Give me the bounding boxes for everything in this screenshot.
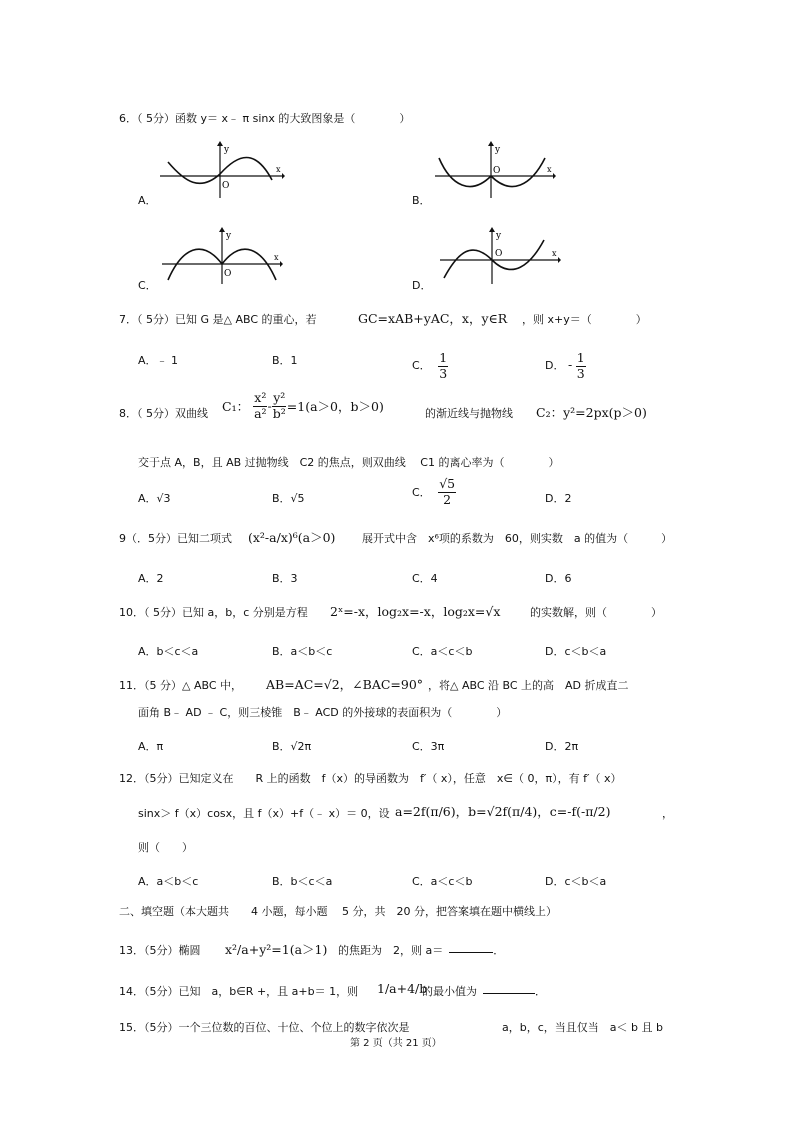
q8-option-c-denominator: 2 bbox=[443, 491, 452, 507]
q12-option-d: D．c＜b＜a bbox=[545, 875, 607, 888]
q6-graph-c-y-label: y bbox=[226, 231, 232, 241]
q6-graph-a-x-label: x bbox=[276, 165, 281, 174]
q13-answer-blank[interactable] bbox=[449, 952, 493, 953]
q8-eq-rest: =1(a＞0，b＞0) bbox=[286, 399, 384, 414]
q13-end: ． bbox=[493, 944, 505, 957]
q6-graph-a bbox=[160, 140, 285, 200]
q12-option-a: A．a＜b＜c bbox=[138, 875, 199, 888]
q6-graph-d-x-label: x bbox=[552, 249, 557, 258]
q8-option-a: A．√3 bbox=[138, 492, 171, 505]
q12-line3: 则（ ） bbox=[138, 841, 193, 854]
q11-option-c: C．3π bbox=[412, 740, 445, 753]
q11-stem-pre: 11．（5 分）△ ABC 中， bbox=[119, 679, 243, 692]
q11-option-a: A．π bbox=[138, 740, 164, 753]
q7-stem-post: ，则 x+y＝（ ） bbox=[522, 313, 647, 326]
q8-minus: - bbox=[267, 398, 272, 414]
q10-stem-post: 的实数解，则（ ） bbox=[530, 606, 662, 619]
q7-option-d-sign: - bbox=[567, 357, 573, 372]
page-footer: 第 2 页（共 21 页） bbox=[350, 1038, 442, 1049]
q10-option-b: B．a＜b＜c bbox=[272, 645, 333, 658]
q8-x-fraction bbox=[253, 392, 267, 420]
q8-y-numerator: y² bbox=[273, 390, 286, 405]
q6-option-b-letter: B． bbox=[412, 194, 431, 207]
q9-stem-post: 展开式中含 x⁶项的系数为 60，则实数 a 的值为（ ） bbox=[362, 532, 673, 545]
q12-line2-pre: sinx＞ f（x）cosx，且 f（x）+f（﹣ x）＝ 0，设 bbox=[138, 807, 390, 820]
q9-stem-pre: 9（．5分）已知二项式 bbox=[119, 532, 232, 545]
q9-option-b: B．3 bbox=[272, 572, 298, 585]
q9-option-d: D．6 bbox=[545, 572, 572, 585]
q6-stem: 6．（ 5分）函数 y＝ x﹣ π sinx 的大致图象是（ ） bbox=[119, 112, 411, 125]
q8-option-c-fraction bbox=[438, 478, 456, 506]
q7-option-d-numerator: 1 bbox=[576, 350, 585, 365]
q7-option-c-numerator: 1 bbox=[439, 350, 448, 365]
q6-graph-c-x-label: x bbox=[274, 253, 279, 262]
q8-line2: 交于点 A，B，且 AB 过抛物线 C2 的焦点，则双曲线 C1 的离心率为（ ） bbox=[138, 456, 560, 469]
q8-option-c bbox=[412, 478, 456, 506]
q13-stem-post bbox=[338, 942, 504, 958]
q6-option-d-letter: D． bbox=[412, 279, 432, 292]
q6-option-c-letter: C． bbox=[138, 279, 157, 292]
q9-option-a: A．2 bbox=[138, 572, 164, 585]
q8-option-c-numerator: √5 bbox=[439, 476, 456, 491]
q12-formula-post: ， bbox=[662, 807, 673, 820]
q11-line2: 面角 B﹣ AD ﹣ C，则三棱锥 B﹣ ACD 的外接球的表面积为（ ） bbox=[138, 706, 508, 719]
q8-x-denominator: a² bbox=[254, 405, 267, 421]
q8-parabola-eq: C₂：y²=2px(p＞0) bbox=[536, 405, 647, 420]
q7-option-c-fraction bbox=[438, 352, 448, 380]
q15-stem-post: a，b，c，当且仅当 a＜ b 且 b bbox=[502, 1021, 663, 1034]
q12-line1: 12．（5分）已知定义在 R 上的函数 f（x）的导函数为 f′（ x），任意 x∈（ 0，π），有 f′（ x） bbox=[119, 772, 622, 785]
q6-graph-b bbox=[435, 140, 560, 200]
q12-option-c: C．a＜c＜b bbox=[412, 875, 473, 888]
q9-option-c: C．4 bbox=[412, 572, 438, 585]
q11-stem-post: ，将△ ABC 沿 BC 上的高 AD 折成直二 bbox=[428, 679, 629, 692]
q11-formula: AB=AC=√2，∠BAC=90° bbox=[266, 677, 424, 692]
q6-option-a-letter: A． bbox=[138, 194, 157, 207]
q7-option-c bbox=[412, 352, 448, 380]
q13-stem-post-text: 的焦距为 2，则 a＝ bbox=[338, 944, 444, 957]
q8-hyperbola-eq bbox=[222, 392, 384, 420]
q7-option-a: A．﹣ 1 bbox=[138, 354, 179, 367]
q14-formula: 1/a+4/b bbox=[377, 981, 428, 996]
q7-option-c-denominator: 3 bbox=[439, 365, 448, 381]
q6-graph-a-y-label: y bbox=[224, 145, 230, 155]
q10-option-d: D．c＜b＜a bbox=[545, 645, 607, 658]
q14-stem-post-text: 的最小值为 bbox=[422, 985, 477, 998]
q8-y-denominator: b² bbox=[272, 405, 286, 421]
q11-option-d: D．2π bbox=[545, 740, 579, 753]
q15-stem: 15．（5分）一个三位数的百位、十位、个位上的数字依次是 bbox=[119, 1021, 410, 1034]
q13-stem-pre: 13．（5分）椭圆 bbox=[119, 944, 201, 957]
q7-option-d-fraction bbox=[576, 352, 586, 380]
q7-option-d bbox=[545, 352, 586, 380]
q10-formula: 2ˣ=-x，log₂x=-x，log₂x=√x bbox=[330, 604, 501, 619]
q8-y-fraction bbox=[272, 392, 287, 420]
q6-graph-a-origin-label: O bbox=[222, 181, 230, 191]
q8-option-b: B．√5 bbox=[272, 492, 305, 505]
q10-stem-pre: 10．（ 5分）已知 a，b，c 分别是方程 bbox=[119, 606, 308, 619]
q6-graph-b-y-label: y bbox=[495, 145, 501, 155]
q9-formula: (x²-a/x)⁶(a＞0) bbox=[248, 530, 336, 545]
q6-graph-b-origin-label: O bbox=[493, 166, 501, 176]
q6-graph-c-origin-label: O bbox=[224, 269, 232, 279]
q6-graph-b-x-label: x bbox=[547, 165, 552, 174]
q12-option-b: B．b＜c＜a bbox=[272, 875, 333, 888]
q8-c1-label: C₁： bbox=[222, 399, 250, 414]
q14-stem-pre: 14．（5分）已知 a，b∈R +，且 a+b＝ 1，则 bbox=[119, 985, 359, 998]
q6-graph-d-origin-label: O bbox=[495, 249, 503, 259]
q8-stem-pre: 8．（ 5分）双曲线 bbox=[119, 407, 208, 420]
q14-answer-blank[interactable] bbox=[483, 993, 535, 994]
q14-stem-post bbox=[422, 983, 546, 999]
q6-graph-d bbox=[440, 226, 565, 286]
q7-formula: GC=xAB+yAC，x，y∈R bbox=[358, 311, 508, 326]
q8-option-c-letter: C． bbox=[412, 486, 431, 499]
q14-end: ． bbox=[535, 985, 546, 998]
section-fill-in-title: 二、填空题（本大题共 4 小题，每小题 5 分，共 20 分，把答案填在题中横线上） bbox=[119, 905, 557, 918]
q7-stem-pre: 7．（ 5分）已知 G 是△ ABC 的重心，若 bbox=[119, 313, 317, 326]
q7-option-c-letter: C． bbox=[412, 359, 431, 372]
q7-option-b: B．1 bbox=[272, 354, 298, 367]
q13-formula: x²/a+y²=1(a＞1) bbox=[225, 942, 328, 957]
q7-option-d-denominator: 3 bbox=[576, 365, 585, 381]
q8-option-d: D．2 bbox=[545, 492, 572, 505]
q11-option-b: B．√2π bbox=[272, 740, 312, 753]
q7-option-d-letter: D． bbox=[545, 359, 565, 372]
q10-option-c: C．a＜c＜b bbox=[412, 645, 473, 658]
q12-formula: a=2f(π/6)，b=√2f(π/4)，c=-f(-π/2) bbox=[395, 804, 611, 819]
q10-option-a: A．b＜c＜a bbox=[138, 645, 199, 658]
q6-graph-d-y-label: y bbox=[496, 231, 502, 241]
q8-x-numerator: x² bbox=[254, 390, 267, 405]
q8-stem-mid: 的渐近线与抛物线 bbox=[425, 407, 513, 420]
q6-graph-c bbox=[162, 226, 287, 286]
